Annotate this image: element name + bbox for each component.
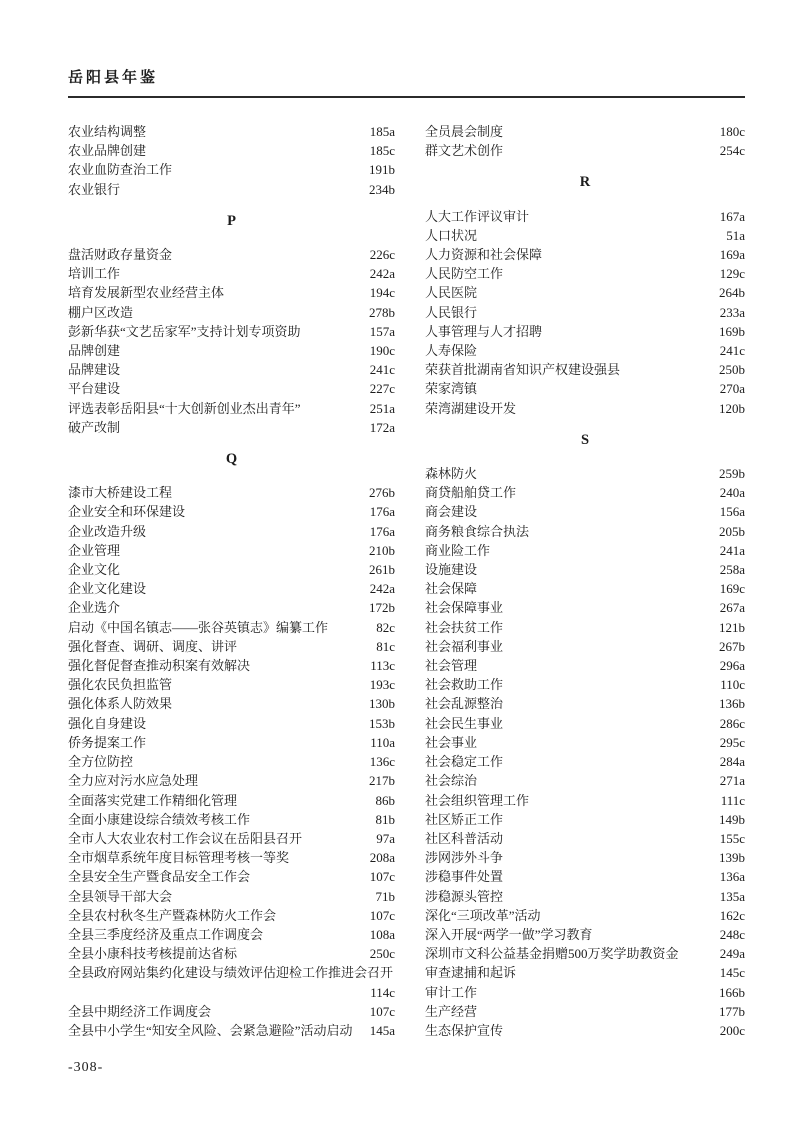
index-entry	[68, 637, 395, 656]
index-entry	[68, 944, 395, 963]
entry-title: 彭新华获“文艺岳家军”支持计划专项资助	[68, 323, 301, 339]
index-entry	[425, 207, 745, 226]
index-entry	[425, 829, 745, 848]
entry-title: 人民银行	[425, 304, 478, 320]
entry-page-number: 217b	[369, 773, 395, 789]
index-column-right	[425, 122, 745, 1040]
entry-page-number: 248c	[719, 926, 745, 942]
entry-page-number: 157a	[369, 323, 395, 339]
entry-page-number: 227c	[369, 381, 395, 397]
entry-page-number: 278b	[369, 304, 395, 320]
entry-title: 农业品牌创建	[68, 143, 147, 159]
index-entry	[68, 733, 395, 752]
entry-page-number: 240a	[719, 485, 745, 501]
entry-page-number: 51a	[726, 227, 745, 243]
entry-title: 全市烟草系统年度目标管理考核一等奖	[68, 850, 290, 866]
entry-page-number: 110c	[720, 677, 745, 693]
index-entry	[68, 714, 395, 733]
index-entry	[425, 714, 745, 733]
entry-page-number: 254c	[719, 143, 745, 159]
entry-title: 社会保障	[425, 581, 478, 597]
entry-page-number: 185a	[369, 124, 395, 139]
entry-title: 棚户区改造	[68, 304, 134, 320]
entry-title: 社会综治	[425, 773, 478, 789]
index-entry	[425, 283, 745, 302]
entry-title: 审计工作	[425, 984, 478, 1000]
entry-title: 商会建设	[425, 504, 478, 520]
entry-page-number: 166b	[719, 984, 745, 1000]
entry-title: 社会组织管理工作	[425, 792, 530, 808]
entry-title: 全面落实党建工作精细化管理	[68, 792, 238, 808]
entry-page-number: 139b	[719, 850, 745, 866]
entry-title: 商务粮食综合执法	[425, 523, 530, 539]
index-entry	[425, 944, 745, 963]
index-entry	[425, 752, 745, 771]
entry-title: 全县安全生产暨食品安全工作会	[68, 869, 251, 885]
entry-page-number: 136c	[369, 754, 395, 770]
entry-page-number: 172a	[369, 419, 395, 435]
entry-page-number: 208a	[369, 850, 395, 866]
entry-title: 强化体系人防效果	[68, 696, 173, 712]
entry-title: 社区科普活动	[425, 830, 504, 846]
entry-page-number: 241a	[719, 542, 745, 558]
entry-page-number: 177b	[719, 1003, 745, 1019]
index-entry	[68, 656, 395, 675]
entry-title: 全员晨会制度	[425, 124, 504, 139]
index-entry	[425, 983, 745, 1002]
entry-page-number: 241c	[369, 362, 395, 378]
section-letter-S: S	[580, 431, 590, 448]
entry-title: 社会扶贫工作	[425, 619, 504, 635]
index-entry	[425, 303, 745, 322]
index-entry	[68, 122, 395, 141]
entry-title: 设施建设	[425, 562, 478, 578]
entry-page-number: 176a	[369, 523, 395, 539]
index-entry	[425, 122, 745, 141]
entry-title: 人大工作评议审计	[425, 208, 530, 224]
entry-page-number: 271a	[719, 773, 745, 789]
page-header	[68, 66, 745, 98]
index-entry	[425, 322, 745, 341]
index-entry	[68, 598, 395, 617]
index-entry	[425, 771, 745, 790]
entry-page-number: 169a	[719, 247, 745, 263]
entry-page-number: 267b	[719, 638, 745, 654]
index-entry	[425, 245, 745, 264]
index-entry	[68, 752, 395, 771]
entry-title: 商业险工作	[425, 542, 491, 558]
entry-page-number: 82c	[376, 619, 395, 635]
entry-page-number: 242a	[369, 266, 395, 282]
index-entry	[68, 829, 395, 848]
entry-page-number: 155c	[719, 830, 745, 846]
entry-page-number: 149b	[719, 811, 745, 827]
index-entry	[68, 322, 395, 341]
entry-title: 农业结构调整	[68, 124, 147, 139]
entry-page-number: 145a	[369, 1022, 395, 1038]
entry-page-number: 180c	[719, 124, 745, 139]
entry-title: 企业改造升级	[68, 523, 147, 539]
entry-title: 全县政府网站集约化建设与绩效评估迎检工作推进会召开	[68, 965, 394, 981]
index-entry	[425, 791, 745, 810]
entry-title: 人力资源和社会保障	[425, 247, 543, 263]
entry-page-number: 176a	[369, 504, 395, 520]
entry-page-number: 81b	[375, 811, 395, 827]
entry-page-number: 86b	[375, 792, 395, 808]
index-entry	[425, 502, 745, 521]
index-entry	[68, 579, 395, 598]
entry-title: 社会民生事业	[425, 715, 504, 731]
entry-page-number: 226c	[369, 247, 395, 263]
header-rule	[68, 96, 745, 98]
index-entry	[425, 483, 745, 502]
entry-page-number: 135a	[719, 888, 745, 904]
entry-page-number: 286c	[719, 715, 745, 731]
index-entry	[425, 675, 745, 694]
index-entry	[425, 656, 745, 675]
index-entry	[68, 906, 395, 925]
entry-page-number: 172b	[369, 600, 395, 616]
entry-title: 强化农民负担监管	[68, 677, 173, 693]
entry-page-number: 261b	[369, 562, 395, 578]
entry-title: 全县中小学生“知安全风险、会紧急避险”活动启动	[68, 1022, 353, 1038]
entry-page-number: 110a	[370, 734, 395, 750]
index-entry	[68, 887, 395, 906]
entry-title: 生产经营	[425, 1003, 478, 1019]
index-entry	[68, 502, 395, 521]
index-entry	[68, 264, 395, 283]
index-entry	[425, 925, 745, 944]
entry-page-number: 233a	[719, 304, 745, 320]
entry-title: 企业选介	[68, 600, 121, 616]
entry-title: 涉稳事件处置	[425, 869, 504, 885]
entry-page-number: 113c	[370, 658, 395, 674]
entry-title: 培训工作	[68, 266, 121, 282]
index-entry	[425, 464, 745, 483]
entry-title: 社会保障事业	[425, 600, 504, 616]
entry-page-number: 71b	[375, 888, 395, 904]
entry-title: 农业银行	[68, 181, 121, 197]
entry-title: 深入开展“两学一做”学习教育	[425, 926, 593, 942]
entry-title: 涉稳源头管控	[425, 888, 504, 904]
entry-title: 全县小康科技考核提前达省标	[68, 946, 238, 962]
entry-title: 全县农村秋冬生产暨森林防火工作会	[68, 907, 277, 923]
index-entry	[68, 341, 395, 360]
entry-title: 荣获首批湖南省知识产权建设强县	[425, 362, 621, 378]
entry-title: 社区矫正工作	[425, 811, 504, 827]
index-entry	[425, 522, 745, 541]
entry-title: 品牌创建	[68, 343, 121, 359]
entry-title: 强化督查、调研、调度、讲评	[68, 638, 238, 654]
entry-title: 社会乱源整治	[425, 696, 504, 712]
entry-page-number: 111c	[720, 792, 745, 808]
entry-page-number: 242a	[369, 581, 395, 597]
index-entry	[68, 925, 395, 944]
index-entry	[68, 1002, 395, 1021]
index-entry	[68, 963, 395, 1001]
entry-title: 评选表彰岳阳县“十大创新创业杰出青年”	[68, 400, 301, 416]
index-entry	[425, 141, 745, 160]
index-entry	[425, 264, 745, 283]
index-entry	[68, 694, 395, 713]
index-entry	[425, 963, 745, 982]
entry-page-number: 169c	[719, 581, 745, 597]
entry-title: 深化“三项改革”活动	[425, 907, 541, 923]
index-entry	[68, 771, 395, 790]
index-entry	[425, 226, 745, 245]
index-entry	[425, 399, 745, 418]
index-entry	[425, 810, 745, 829]
page-title: 岳阳县年鉴	[68, 70, 159, 86]
index-entry	[425, 694, 745, 713]
entry-title: 全方位防控	[68, 754, 134, 770]
entry-title: 社会救助工作	[425, 677, 504, 693]
entry-page-number: 153b	[369, 715, 395, 731]
entry-title: 破产改制	[68, 419, 121, 435]
entry-title: 社会福利事业	[425, 638, 504, 654]
section-letter-P: P	[227, 212, 236, 229]
entry-title: 社会管理	[425, 658, 478, 674]
entry-page-number: 251a	[369, 400, 395, 416]
entry-title: 启动《中国名镇志——张谷英镇志》编纂工作	[68, 619, 329, 635]
entry-page-number: 169b	[719, 323, 745, 339]
entry-title: 强化自身建设	[68, 715, 147, 731]
entry-title: 企业文化建设	[68, 581, 147, 597]
entry-page-number: 114c	[370, 984, 395, 1000]
entry-page-number: 250b	[719, 362, 745, 378]
entry-page-number: 210b	[369, 542, 395, 558]
entry-page-number: 284a	[719, 754, 745, 770]
index-entry	[425, 341, 745, 360]
index-entry	[425, 637, 745, 656]
entry-title: 审查逮捕和起诉	[425, 965, 517, 981]
index-entry	[68, 303, 395, 322]
entry-title: 社会稳定工作	[425, 754, 504, 770]
entry-title: 平台建设	[68, 381, 121, 397]
entry-page-number: 276b	[369, 485, 395, 501]
entry-page-number: 107c	[369, 907, 395, 923]
index-columns	[68, 122, 745, 1040]
entry-title: 荣家湾镇	[425, 381, 478, 397]
entry-page-number: 130b	[369, 696, 395, 712]
entry-page-number: 185c	[369, 143, 395, 159]
index-entry	[425, 379, 745, 398]
index-entry	[68, 618, 395, 637]
entry-page-number: 191b	[369, 162, 395, 178]
entry-page-number: 167a	[719, 208, 745, 224]
index-entry	[68, 141, 395, 160]
entry-title: 全面小康建设综合绩效考核工作	[68, 811, 251, 827]
entry-title: 生态保护宣传	[425, 1022, 504, 1038]
index-entry	[68, 418, 395, 437]
section-letter-Q: Q	[225, 451, 238, 468]
entry-page-number: 259b	[719, 466, 745, 482]
entry-page-number: 121b	[719, 619, 745, 635]
index-entry	[68, 180, 395, 199]
index-entry	[68, 541, 395, 560]
entry-title: 人口状况	[425, 227, 478, 243]
index-column-left	[68, 122, 395, 1040]
entry-title: 企业管理	[68, 542, 121, 558]
entry-title: 森林防火	[425, 466, 478, 482]
entry-page-number: 120b	[719, 400, 745, 416]
entry-page-number: 107c	[369, 1003, 395, 1019]
index-entry	[425, 1002, 745, 1021]
entry-title: 全县中期经济工作调度会	[68, 1003, 212, 1019]
entry-page-number: 270a	[719, 381, 745, 397]
entry-title: 人寿保险	[425, 343, 478, 359]
index-entry	[68, 360, 395, 379]
index-entry	[425, 848, 745, 867]
index-entry	[68, 245, 395, 264]
entry-page-number: 108a	[369, 926, 395, 942]
entry-title: 侨务提案工作	[68, 734, 147, 750]
entry-page-number: 200c	[719, 1022, 745, 1038]
entry-title: 深圳市文科公益基金捐赠500万奖学助教资金	[425, 946, 679, 962]
index-entry	[68, 810, 395, 829]
index-entry	[425, 598, 745, 617]
entry-page-number: 249a	[719, 946, 745, 962]
index-entry	[425, 579, 745, 598]
index-entry	[68, 867, 395, 886]
index-entry	[68, 675, 395, 694]
entry-title: 强化督促督查推动积案有效解决	[68, 658, 251, 674]
entry-page-number: 81c	[376, 638, 395, 654]
entry-page-number: 258a	[719, 562, 745, 578]
index-entry	[68, 283, 395, 302]
entry-page-number: 193c	[369, 677, 395, 693]
entry-title: 荣湾湖建设开发	[425, 400, 517, 416]
entry-title: 培育发展新型农业经营主体	[68, 285, 225, 301]
index-entry	[425, 733, 745, 752]
footer-page-number: -308-	[68, 1060, 104, 1075]
entry-page-number: 97a	[376, 830, 395, 846]
entry-title: 人事管理与人才招聘	[425, 323, 543, 339]
entry-page-number: 264b	[719, 285, 745, 301]
index-entry	[68, 791, 395, 810]
index-entry	[68, 160, 395, 179]
entry-page-number: 107c	[369, 869, 395, 885]
entry-page-number: 190c	[369, 343, 395, 359]
entry-title: 社会事业	[425, 734, 478, 750]
entry-title: 全县三季度经济及重点工作调度会	[68, 926, 264, 942]
index-entry	[425, 560, 745, 579]
entry-title: 全市人大农业农村工作会议在岳阳县召开	[68, 830, 303, 846]
entry-page-number: 156a	[719, 504, 745, 520]
entry-title: 群文艺术创作	[425, 143, 504, 159]
index-entry	[68, 1021, 395, 1040]
entry-title: 企业文化	[68, 562, 121, 578]
entry-page-number: 234b	[369, 181, 395, 197]
index-entry	[68, 560, 395, 579]
entry-title: 人民医院	[425, 285, 478, 301]
section-letter-R: R	[579, 174, 591, 191]
entry-page-number: 145c	[719, 965, 745, 981]
entry-page-number: 194c	[369, 285, 395, 301]
entry-page-number: 241c	[719, 343, 745, 359]
index-entry	[425, 360, 745, 379]
index-entry	[68, 522, 395, 541]
entry-page-number: 296a	[719, 658, 745, 674]
entry-title: 品牌建设	[68, 362, 121, 378]
index-entry	[425, 541, 745, 560]
entry-page-number: 136a	[719, 869, 745, 885]
entry-title: 涉网涉外斗争	[425, 850, 504, 866]
index-entry	[68, 379, 395, 398]
entry-page-number: 250c	[369, 946, 395, 962]
entry-page-number: 136b	[719, 696, 745, 712]
index-entry	[68, 399, 395, 418]
entry-title: 盘活财政存量资金	[68, 247, 173, 263]
entry-page-number: 295c	[719, 734, 745, 750]
entry-page-number: 129c	[719, 266, 745, 282]
entry-title: 农业血防查治工作	[68, 162, 173, 178]
index-entry	[425, 867, 745, 886]
index-entry	[425, 906, 745, 925]
entry-title: 全力应对污水应急处理	[68, 773, 199, 789]
entry-page-number: 162c	[719, 907, 745, 923]
index-entry	[425, 618, 745, 637]
entry-page-number: 267a	[719, 600, 745, 616]
entry-page-number: 205b	[719, 523, 745, 539]
entry-title: 人民防空工作	[425, 266, 504, 282]
entry-title: 商贷船舶贷工作	[425, 485, 517, 501]
index-entry	[68, 483, 395, 502]
entry-title: 漆市大桥建设工程	[68, 485, 173, 501]
index-entry	[425, 887, 745, 906]
index-entry	[68, 848, 395, 867]
index-entry	[425, 1021, 745, 1040]
entry-title: 企业安全和环保建设	[68, 504, 186, 520]
entry-title: 全县领导干部大会	[68, 888, 173, 904]
